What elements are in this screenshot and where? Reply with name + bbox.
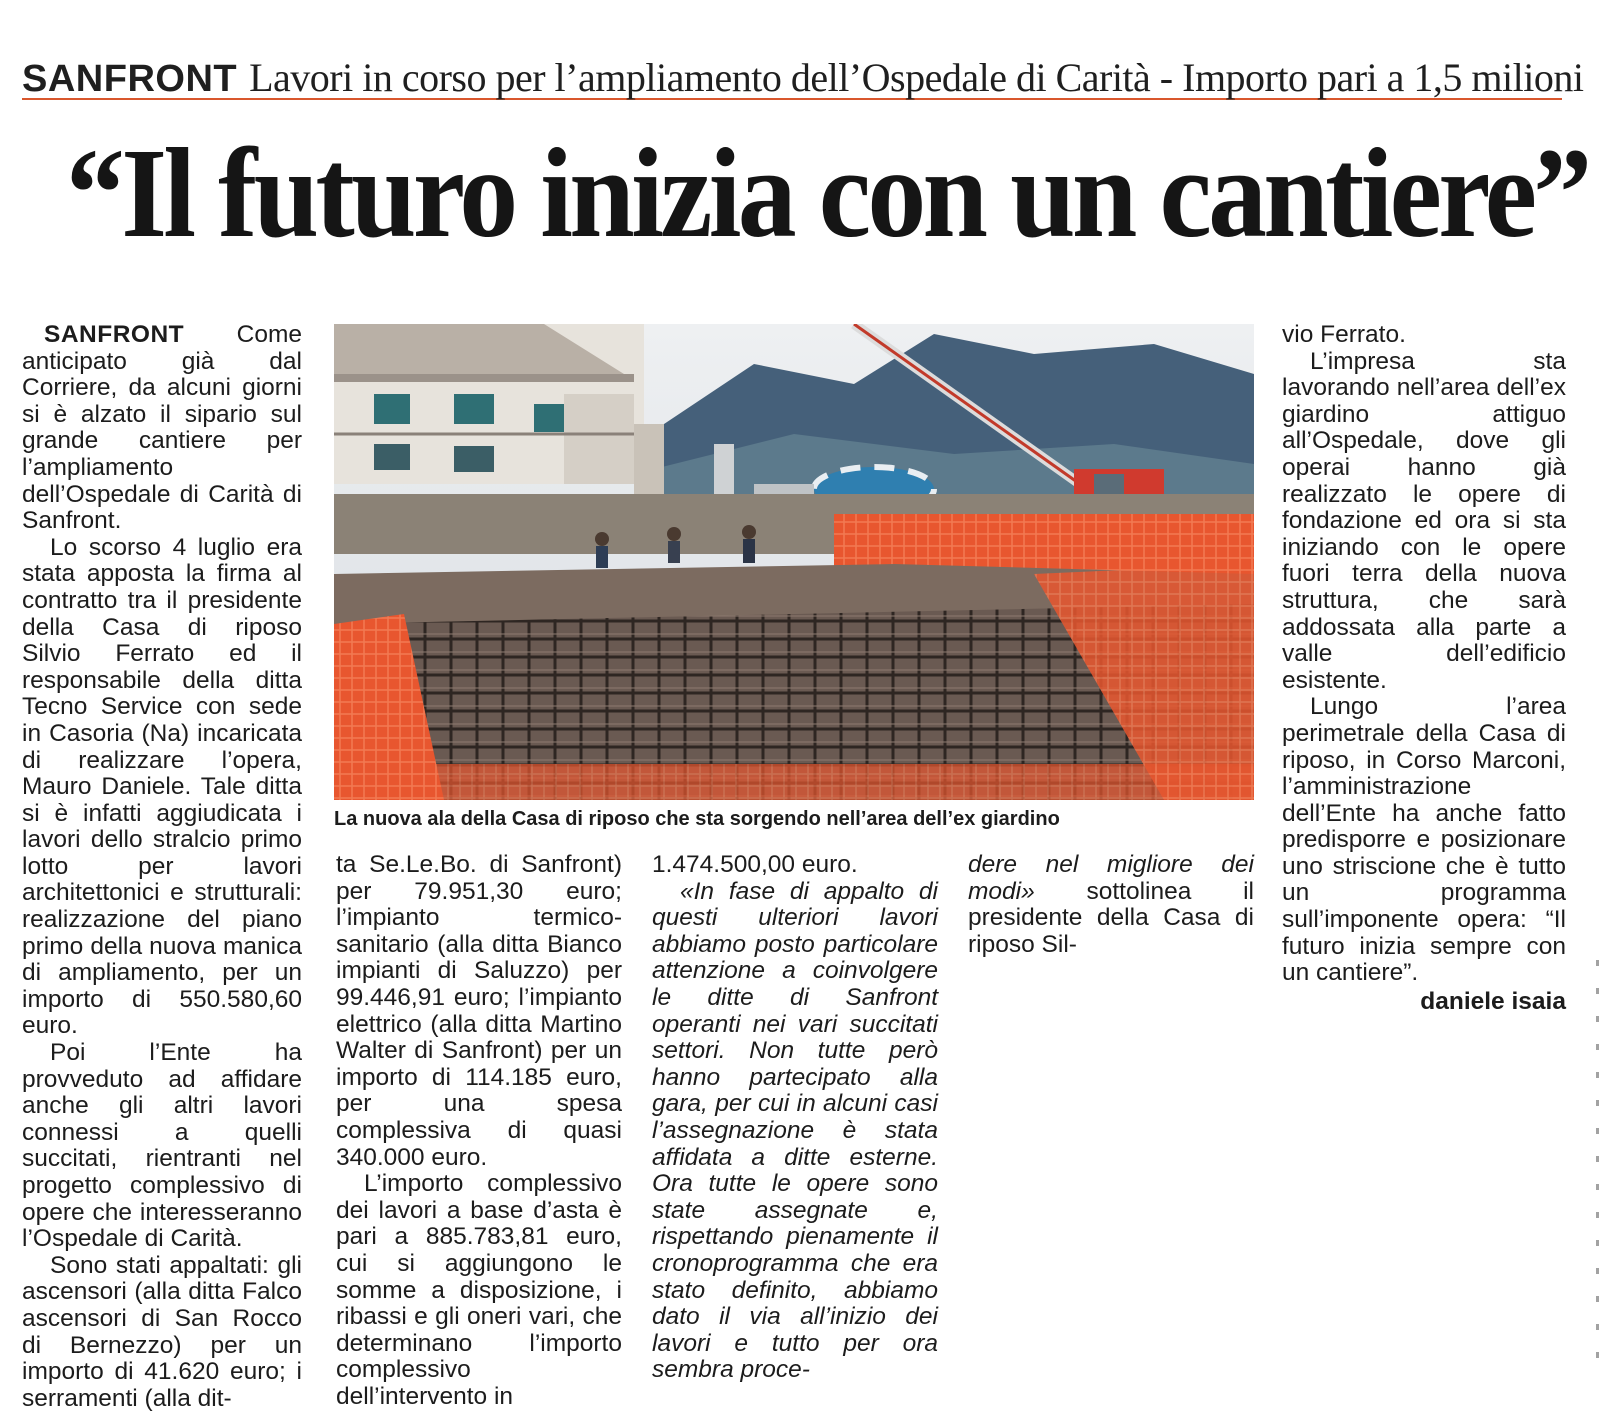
photo-image <box>334 324 1254 800</box>
quote-attribution: sottolinea il presidente della Casa di riposo Sil- <box>968 877 1254 958</box>
paragraph: Lungo l’area perimetrale della Casa di riposo, in Corso Marconi, l’amministrazione dell’Ente ha anche fatto predisporre e posizionare uno striscione che è tutto un programma sull’imponente opera: “Il futuro inizia sempre con un cantiere”. <box>1282 693 1566 987</box>
kicker-subtitle: Lavori in corso per l’ampliamento dell’Ospedale di Carità - Importo pari a 1,5 milioni <box>249 55 1584 100</box>
paragraph: 1.474.500,00 euro. <box>652 851 858 878</box>
quote-paragraph: «In fase di appalto di questi ulteriori lavori abbiamo posto particolare attenzione a coinvolgere le ditte di Sanfront operanti nei vari succitati settori. Non tutte però hanno partecipato alla gara, per cui in alcuni casi l’assegnazione è stata affidata a ditte esterne. Ora tutte le opere sono state assegnate e, rispettando pienamente il cronoprogramma che era stato definito, abbiamo dato il via all’inizio dei lavori e tutto per ora sembra proce- <box>652 877 938 1384</box>
dateline: SANFRONT <box>44 321 185 348</box>
paragraph: Lo scorso 4 luglio era stata apposta la firma al contratto tra il presidente della Casa di riposo Silvio Ferrato ed il responsabile della ditta Tecno Service con sede in Casoria (Na) incaricata di realizzare l’opera, Mauro Daniele. Tale ditta si è infatti aggiudicata i lavori dello stralcio primo lotto per lavori architettonici e strutturali: realizzazione del piano primo della nuova manica di ampliamento, per un importo di 550.580,60 euro. <box>22 533 302 1040</box>
article-column-2 <box>336 852 622 1410</box>
paragraph <box>22 322 302 535</box>
paragraph: L’impresa sta lavorando nell’area dell’ex giardino attiguo all’Ospedale, dove gli operai hanno già realizzato le opere di fondazione ed ora si sta iniziando con le opere fuori terra della nuova struttura, che sarà addossata alla parte a valle dell’edificio esistente. <box>1282 347 1566 694</box>
article-column-5 <box>1282 322 1566 1015</box>
kicker-place: SANFRONT <box>22 58 238 100</box>
construction-site-photo <box>334 324 1254 800</box>
paragraph: L’importo complessivo dei lavori a base d’asta è pari a 885.783,81 euro, cui si aggiungono le somme a disposizione, i ribassi e gli oneri vari, che determinano l’importo complessivo dell’intervento in <box>336 1170 622 1410</box>
article-column-1 <box>22 322 302 1412</box>
paragraph: ta Se.Le.Bo. di Sanfront) per 79.951,30 euro; l’impianto termico-sanitario (alla ditta Bianco impianti di Saluzzo) per 99.446,91 euro; l’impianto elettrico (alla ditta Martino Walter di Sanfront) per un importo di 114.185 euro, per una spesa complessiva di quasi 340.000 euro. <box>336 851 622 1171</box>
paragraph: Poi l’Ente ha provveduto ad affidare anche gli altri lavori connessi a quelli succitati, rientranti nel progetto complessivo di opere che interesseranno l’Ospedale di Carità. <box>22 1039 302 1253</box>
paragraph-text: Come anticipato già dal Corriere, da alcuni giorni si è alzato il sipario sul grande cantiere per l’ampliamento dell’Ospedale di Carità di Sanfront. <box>22 321 302 535</box>
photo-caption: La nuova ala della Casa di riposo che sta sorgendo nell’area dell’ex giardino <box>334 808 1060 830</box>
quote-end: dere nel migliore dei modi» <box>968 851 1254 905</box>
paragraph: Sono stati appaltati: gli ascensori (alla ditta Falco ascensori di San Rocco di Bernezzo) per un importo di 41.620 euro; i serramenti (alla dit- <box>22 1251 302 1412</box>
scan-edge-marks <box>1596 960 1599 1380</box>
article-column-3 <box>652 852 938 1384</box>
headline: “Il futuro inizia con un cantiere” <box>66 122 1589 264</box>
author-byline: daniele isaia <box>1420 987 1566 1015</box>
paragraph: vio Ferrato. <box>1282 321 1406 348</box>
paragraph <box>968 852 1254 958</box>
kicker <box>22 54 1584 100</box>
article-column-4 <box>968 852 1254 958</box>
